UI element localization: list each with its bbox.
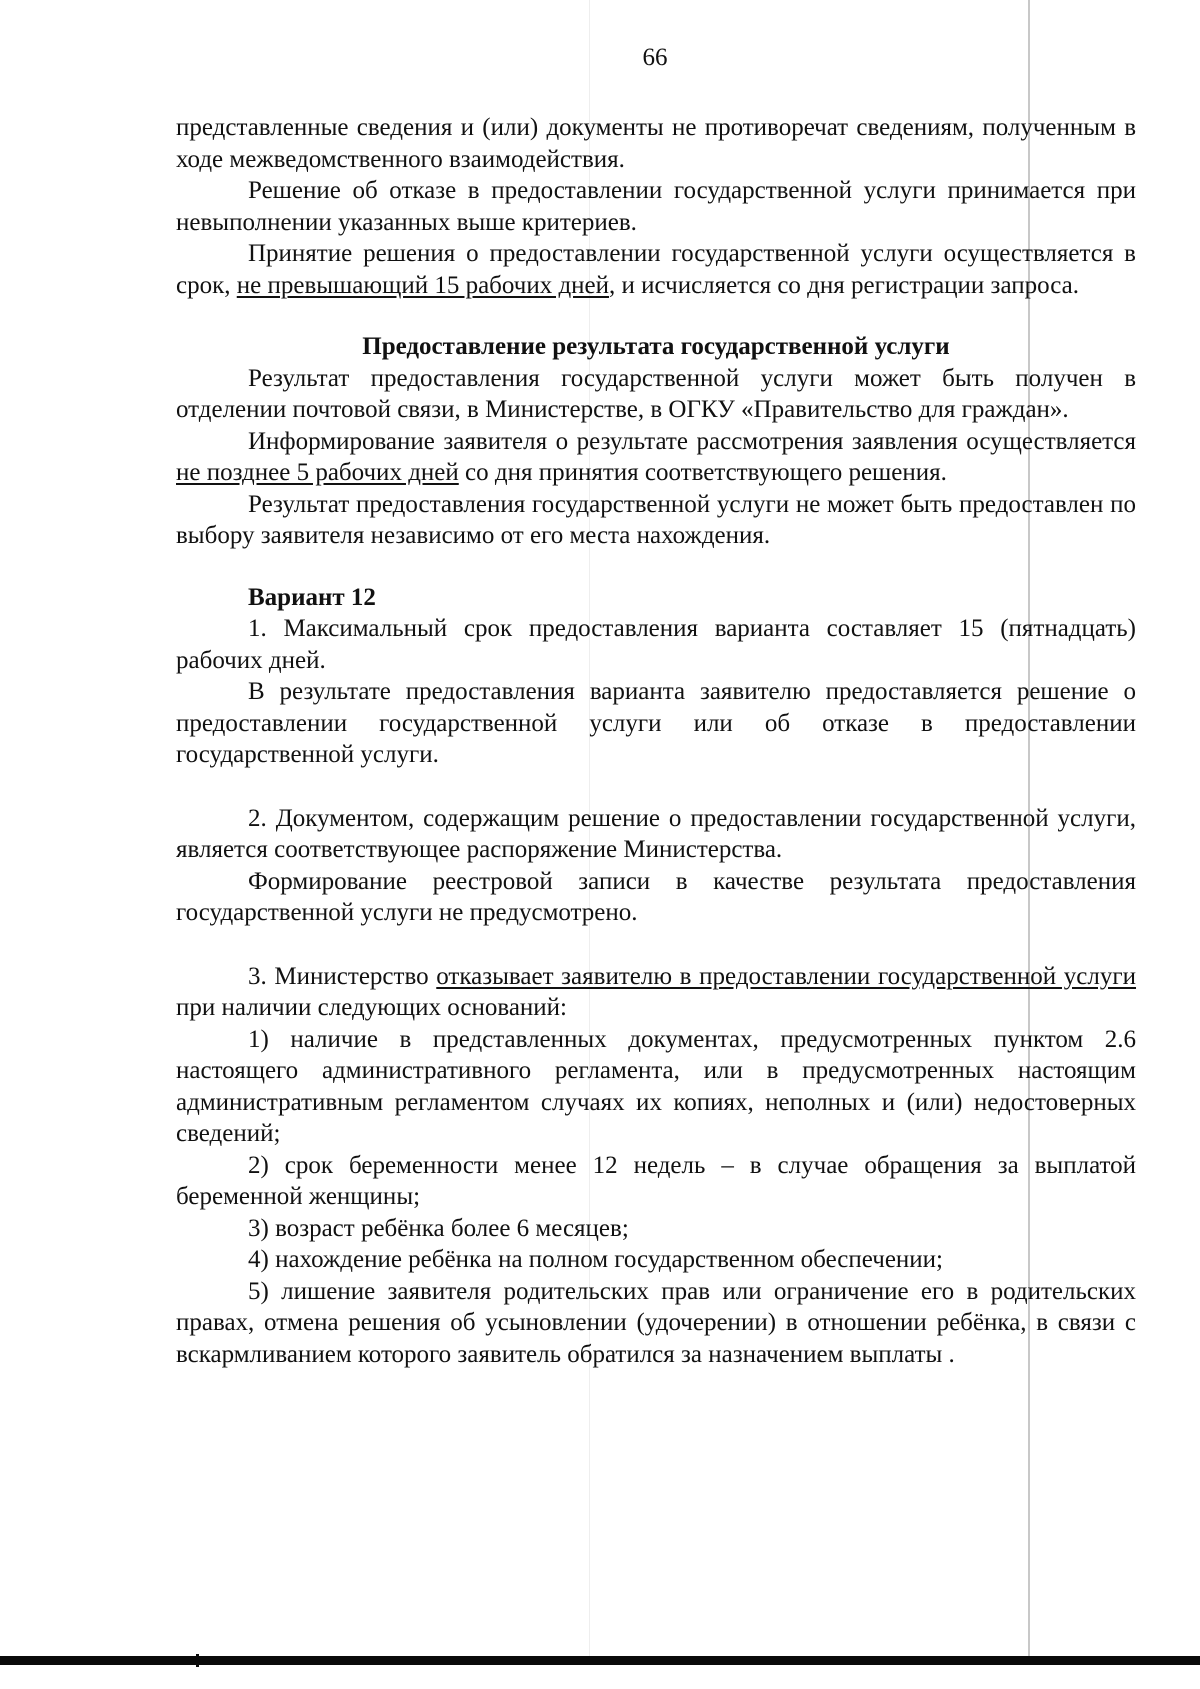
underlined-phrase: отказывает заявителю в предоставлении государственной услуги — [436, 962, 1137, 990]
scan-bottom-border — [0, 1656, 1200, 1665]
scan-bottom-tick — [196, 1654, 199, 1667]
list-item: 5) лишение заявителя родительских прав или ограничение его в родительских правах, отмена решения об усыновлении (удочерении) в отношении ребёнка, в связи с вскармливанием которого заявитель обратился за назначением выплаты . — [176, 1277, 1136, 1368]
page-number: 66 — [642, 44, 668, 71]
section-heading: Предоставление результата государственной услуги — [362, 333, 950, 360]
paragraph: представленные сведения и (или) документы не противоречат сведениям, полученным в ходе межведомственного взаимодействия. — [176, 114, 1136, 173]
paragraph: В результате предоставления варианта заявителю предоставляется решение о предоставлении государственной услуги или об отказе в предоставлении государственной услуги. — [176, 678, 1136, 768]
underlined-deadline: не позднее 5 рабочих дней — [176, 459, 459, 486]
list-item: 2) срок беременности менее 12 недель – в случае обращения за выплатой беременной женщины; — [176, 1151, 1136, 1210]
paragraph: Формирование реестровой записи в качестве результата предоставления государственной услуги не предусмотрено. — [176, 867, 1136, 926]
paragraph-text: со дня принятия соответствующего решения. — [458, 459, 947, 486]
paragraph-text: , и исчисляется со дня регистрации запроса. — [609, 271, 1079, 299]
variant-title: Вариант 12 — [248, 583, 376, 611]
paragraph — [176, 961, 1136, 1024]
list-item: 4) нахождение ребёнка на полном государственном обеспечении; — [248, 1246, 943, 1273]
paragraph-text: при наличии следующих оснований: — [176, 994, 568, 1021]
underlined-deadline: не превышающий 15 рабочих дней — [236, 271, 610, 299]
list-item: 1) наличие в представленных документах, предусмотренных пунктом 2.6 настоящего административного регламента, или в предусмотренных настоящим административным регламентом случаях их копиях, неполных и (или) недостоверных сведений; — [176, 1025, 1136, 1147]
paragraph: 1. Максимальный срок предоставления варианта составляет 15 (пятнадцать) рабочих дней. — [176, 615, 1136, 674]
document-body — [176, 112, 1136, 1370]
list-item: 3) возраст ребёнка более 6 месяцев; — [248, 1214, 629, 1242]
paragraph: Результат предоставления государственной услуги может быть получен в отделении почтовой связи, в Министерстве, в ОГКУ «Правительство для граждан». — [176, 364, 1136, 423]
paragraph-text: Принятие решения о предоставлении государственной услуги осуществляется в срок, — [176, 240, 1136, 299]
paragraph: Результат предоставления государственной услуги не может быть предоставлен по выбору заявителя независимо от его места нахождения. — [176, 490, 1136, 549]
paragraph-text: 3. Министерство — [248, 962, 437, 990]
paragraph-text: Информирование заявителя о результате рассмотрения заявления осуществляется — [248, 427, 1136, 455]
paragraph — [176, 426, 1136, 489]
paragraph — [176, 238, 1136, 301]
paragraph: 2. Документом, содержащим решение о предоставлении государственной услуги, является соответствующее распоряжение Министерства. — [176, 804, 1136, 863]
paragraph: Решение об отказе в предоставлении государственной услуги принимается при невыполнении указанных выше критериев. — [176, 177, 1136, 236]
